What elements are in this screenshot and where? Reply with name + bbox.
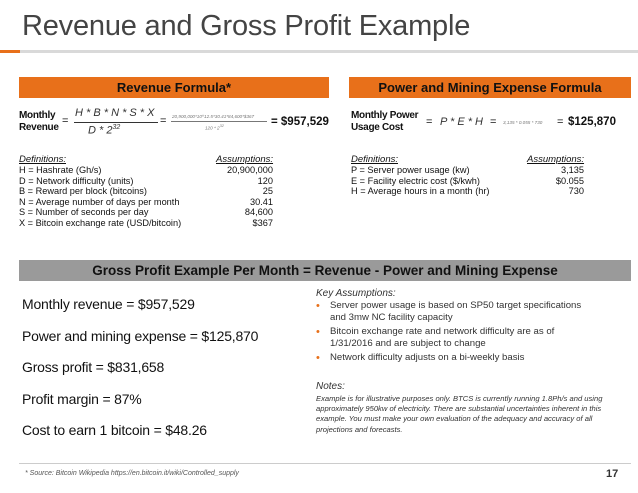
gross-profit-line: Gross profit = $831,658 — [22, 359, 165, 375]
formula-denominator — [88, 124, 120, 137]
assumptions-heading: Assumptions: — [216, 154, 274, 165]
label-line: Usage Cost — [351, 122, 404, 133]
definition-row — [19, 186, 273, 197]
assumption-bullet — [316, 326, 586, 350]
label-line: Monthly — [19, 110, 56, 121]
page-number: 17 — [606, 468, 619, 480]
assumption-value: 120 — [257, 175, 273, 186]
definition-row — [19, 197, 273, 208]
bullet-icon: • — [316, 326, 320, 338]
definition-text: H = Hashrate (Gh/s) — [19, 165, 102, 175]
definition-row — [19, 176, 273, 187]
notes-text: Example is for illustrative purposes only. BTCS is currently running 1.8Ph/s and using approximately 950kw of electricity. There are substantial uncertainties inherent in this example. You must make your own evaluation of the adequacy and accuracy of all projections and forecasts. — [316, 394, 603, 434]
definition-text: N = Average number of days per month — [19, 196, 180, 207]
gross-profit-line: Profit margin = 87% — [22, 390, 142, 407]
definitions-heading: Definitions: — [19, 154, 66, 165]
assumption-value: 20,900,000 — [227, 165, 273, 175]
source-footnote: * Source: Bitcoin Wikipedia https://en.bitcoin.it/wiki/Controlled_supply — [25, 470, 239, 477]
key-assumptions-heading: Key Assumptions: — [316, 288, 396, 299]
formula-numerator: H * B * N * S * X — [75, 107, 155, 119]
label-line: Monthly Power — [351, 110, 419, 121]
notes-heading: Notes: — [316, 381, 345, 392]
denominator-text: D * 2 — [88, 124, 113, 137]
assumption-value: 3,135 — [561, 165, 584, 175]
assumption-value: 730 — [568, 186, 584, 197]
assumption-value: 25 — [262, 186, 273, 197]
gross-profit-header: Gross Profit Example Per Month = Revenue - Power and Mining Expense — [19, 260, 631, 281]
monthly-power-label — [351, 110, 418, 134]
revenue-formula-header: Revenue Formula* — [19, 77, 329, 98]
label-line: Revenue — [19, 122, 59, 133]
equals-sign: = — [490, 116, 497, 128]
title-accent-rule — [0, 50, 20, 53]
slide-title: Revenue and Gross Profit Example — [22, 10, 471, 42]
bullet-icon: • — [316, 300, 320, 312]
title-divider — [20, 50, 638, 53]
assumption-value: $367 — [252, 217, 273, 228]
definition-row — [19, 207, 273, 218]
equals-sign: = — [62, 115, 69, 127]
gross-profit-line: Cost to earn 1 bitcoin = $48.26 — [22, 422, 207, 438]
definition-text: X = Bitcoin exchange rate (USD/bitcoin) — [19, 217, 182, 228]
assumption-value: $0.055 — [555, 175, 584, 186]
assumption-value: 84,600 — [244, 207, 273, 218]
power-calc: 3,135 * 0.055 * 730 — [503, 120, 543, 125]
revenue-definitions-list — [19, 165, 273, 229]
calc-denominator — [205, 124, 224, 131]
bullet-text: Network difficulty adjusts on a bi-weekly basis — [330, 352, 525, 363]
exponent: 32 — [112, 124, 121, 131]
power-formula: P * E * H — [440, 116, 483, 128]
assumption-bullet — [316, 300, 586, 324]
definition-text: D = Network difficulty (units) — [19, 175, 134, 186]
definition-row — [19, 165, 273, 176]
definition-row — [19, 218, 273, 229]
definition-row — [351, 165, 584, 176]
gross-profit-lines — [22, 294, 258, 452]
assumption-value: 30.41 — [250, 196, 273, 207]
calc-denominator-text: 120 * 2 — [205, 125, 220, 131]
calc-fraction-bar — [171, 121, 267, 122]
gross-profit-line: Monthly revenue = $957,529 — [22, 296, 195, 312]
equals-sign: = — [426, 116, 433, 128]
assumptions-heading: Assumptions: — [527, 154, 585, 165]
definitions-heading: Definitions: — [351, 154, 398, 165]
definition-text: H = Average hours in a month (hr) — [351, 186, 490, 197]
bullet-text: Bitcoin exchange rate and network difficulty are as of 1/31/2016 and are subject to change — [330, 326, 555, 349]
definition-text: S = Number of seconds per day — [19, 207, 149, 218]
equals-sign: = — [557, 116, 564, 128]
fraction-bar — [74, 122, 158, 123]
monthly-revenue-label — [19, 110, 59, 134]
assumption-bullet — [316, 352, 586, 364]
equals-sign: = — [160, 115, 167, 127]
calc-exponent: 32 — [219, 124, 224, 128]
power-formula-header: Power and Mining Expense Formula — [349, 77, 631, 98]
revenue-result: = $957,529 — [271, 116, 329, 128]
power-result: $125,870 — [568, 116, 616, 128]
bullet-icon: • — [316, 352, 320, 364]
bullet-text: Server power usage is based on SP50 target specifications and 3mw NC facility capacity — [330, 300, 582, 323]
definition-row — [351, 186, 584, 197]
definition-row — [351, 176, 584, 187]
definition-text: P = Server power usage (kw) — [351, 165, 470, 175]
power-definitions-list — [351, 165, 584, 197]
gross-profit-line: Power and mining expense = $125,870 — [22, 327, 259, 344]
key-assumptions-list — [316, 300, 586, 366]
definition-text: B = Reward per block (bitcoins) — [19, 186, 147, 197]
footer-divider — [19, 463, 631, 464]
calc-numerator: 20,900,000*10^12.5*30.41*84,600*$367 — [172, 114, 255, 119]
definition-text: E = Facility electric cost ($/kwh) — [351, 175, 480, 186]
